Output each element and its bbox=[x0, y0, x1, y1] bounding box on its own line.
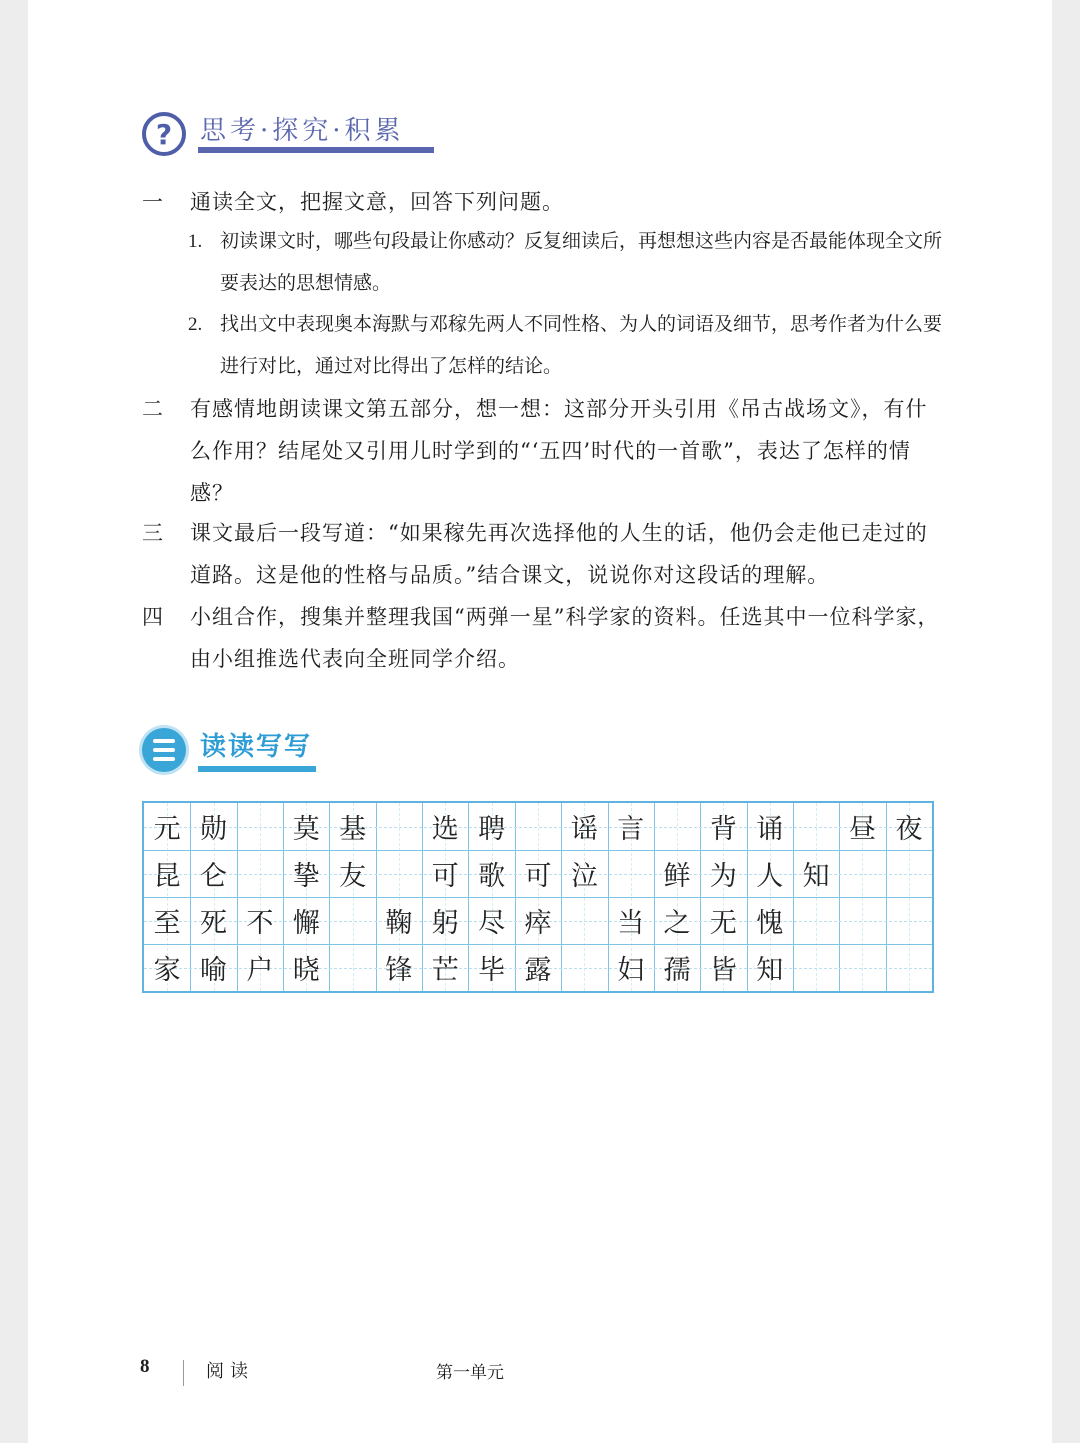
vocab-char: 懈 bbox=[292, 908, 320, 939]
vocab-char: 泣 bbox=[570, 861, 598, 892]
question-text: 有感情地朗读课文第五部分，想一想：这部分开头引用《吊古战场文》，有什么作用？结尾处又引用儿时学到的“‘五四’时代的一首歌”，表达了怎样的情感？ bbox=[190, 397, 928, 505]
vocab-char: 友 bbox=[339, 861, 367, 892]
vocab-char: 鲜 bbox=[663, 861, 691, 892]
question-2 bbox=[142, 388, 942, 514]
vocab-char: 昆 bbox=[153, 861, 181, 892]
section-title: 读读写写 bbox=[200, 731, 313, 762]
section-underline bbox=[198, 147, 434, 153]
question-1 bbox=[142, 181, 942, 223]
vocab-char: 可 bbox=[431, 861, 459, 892]
vocab-char: 家 bbox=[153, 955, 181, 986]
vocab-char: 人 bbox=[756, 861, 784, 892]
subquestion-text: 初读课文时，哪些句段最让你感动？反复细读后，再想想这些内容是否最能体现全文所要表达的思想情感。 bbox=[220, 231, 943, 294]
footer-unit: 第一单元 bbox=[436, 1363, 504, 1383]
vocab-char: 至 bbox=[153, 908, 181, 939]
vocab-char: 皆 bbox=[709, 955, 737, 986]
vocab-char: 挚 bbox=[292, 861, 320, 892]
vocab-grid bbox=[142, 801, 934, 993]
subquestion-text: 找出文中表现奥本海默与邓稼先两人不同性格、为人的词语及细节，思考作者为什么要进行对比，通过对比得出了怎样的结论。 bbox=[220, 314, 943, 377]
vocab-char: 昼 bbox=[848, 814, 876, 845]
question-number: 二 bbox=[142, 397, 164, 421]
vocab-char: 诵 bbox=[756, 814, 784, 845]
vocab-char: 可 bbox=[524, 861, 552, 892]
vocab-char: 知 bbox=[802, 861, 830, 892]
section-underline bbox=[198, 766, 316, 772]
vocab-char: 夜 bbox=[895, 814, 923, 845]
vocab-char: 背 bbox=[709, 814, 737, 845]
vocab-char: 不 bbox=[246, 908, 274, 939]
page-number: 8 bbox=[140, 1356, 150, 1377]
question-text: 课文最后一段写道：“如果稼先再次选择他的人生的话，他仍会走他已走过的道路。这是他的性格与品质。”结合课文，说说你对这段话的理解。 bbox=[190, 521, 928, 587]
vocab-char: 知 bbox=[756, 955, 784, 986]
question-4 bbox=[142, 596, 942, 680]
subquestion-number: 2. bbox=[188, 314, 203, 335]
vocab-char: 芒 bbox=[431, 955, 459, 986]
vocab-char: 聘 bbox=[478, 814, 506, 845]
question-number: 三 bbox=[142, 521, 164, 545]
section-title: 思考·探究·积累 bbox=[200, 115, 405, 146]
vocab-char: 为 bbox=[709, 861, 737, 892]
list-circle-icon bbox=[142, 728, 186, 772]
vocab-char: 之 bbox=[663, 908, 691, 939]
vocab-char: 鞠 bbox=[385, 908, 413, 939]
vocab-char: 毕 bbox=[478, 955, 506, 986]
question-3 bbox=[142, 512, 942, 596]
question-text: 小组合作，搜集并整理我国“两弹一星”科学家的资料。任选其中一位科学家，由小组推选代表向全班同学介绍。 bbox=[190, 605, 940, 671]
footer-section: 阅读 bbox=[206, 1361, 254, 1382]
question-number: 一 bbox=[142, 190, 164, 214]
subquestion-1 bbox=[188, 221, 944, 305]
vocab-char: 孺 bbox=[663, 955, 691, 986]
vocab-char: 莫 bbox=[292, 814, 320, 845]
vocab-char: 歌 bbox=[478, 861, 506, 892]
vocab-char: 仑 bbox=[200, 861, 228, 892]
vocab-char: 妇 bbox=[617, 955, 645, 986]
footer-divider bbox=[183, 1360, 184, 1386]
subquestion-number: 1. bbox=[188, 231, 203, 252]
vocab-char: 言 bbox=[617, 814, 645, 845]
vocab-char: 基 bbox=[339, 814, 367, 845]
vocab-char: 元 bbox=[153, 814, 181, 845]
vocab-char: 瘁 bbox=[524, 908, 552, 939]
vocab-char: 选 bbox=[431, 814, 459, 845]
vocab-char: 晓 bbox=[292, 955, 320, 986]
question-text: 通读全文，把握文意，回答下列问题。 bbox=[190, 190, 564, 214]
vocab-char: 谣 bbox=[570, 814, 598, 845]
vocab-char: 死 bbox=[200, 908, 228, 939]
vocab-char: 躬 bbox=[431, 908, 459, 939]
vocab-char: 锋 bbox=[385, 955, 413, 986]
subquestion-2 bbox=[188, 304, 944, 388]
vocab-char: 尽 bbox=[478, 908, 506, 939]
question-circle-icon: ? bbox=[142, 112, 186, 156]
vocab-char: 当 bbox=[617, 908, 645, 939]
question-number: 四 bbox=[142, 605, 164, 629]
vocab-char: 露 bbox=[524, 955, 552, 986]
vocab-char: 愧 bbox=[756, 908, 784, 939]
vocab-char: 无 bbox=[709, 908, 737, 939]
vocab-char: 户 bbox=[246, 955, 274, 986]
vocab-char: 喻 bbox=[200, 955, 228, 986]
vocab-char: 勋 bbox=[200, 814, 228, 845]
